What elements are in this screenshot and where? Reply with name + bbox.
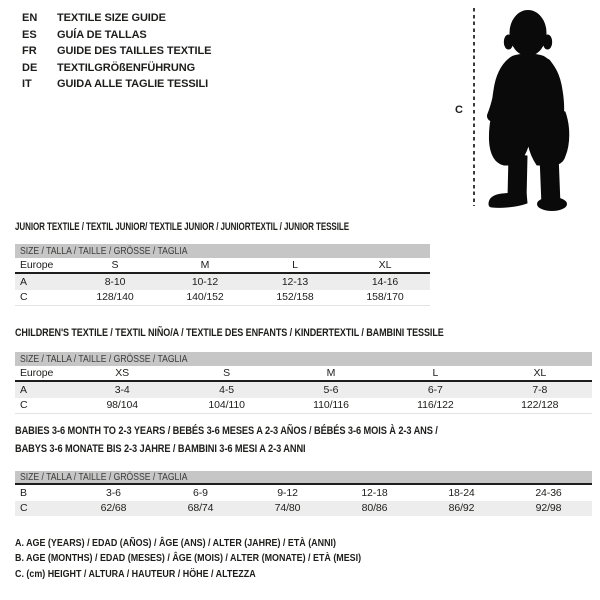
table-cell: 62/68: [70, 501, 157, 517]
table-row-sizes: [15, 258, 430, 273]
table-cell: 18-24: [448, 486, 475, 499]
language-code: DE: [22, 61, 38, 74]
table-cell: C: [20, 399, 28, 411]
table-row-height: [15, 290, 430, 306]
footnote-c: C. (cm) HEIGHT / ALTURA / HAUTEUR / HÖHE / ALTEZZA: [15, 567, 256, 580]
table-cell: XS: [70, 366, 174, 381]
language-row-it: [22, 76, 211, 93]
table-row-age: [15, 273, 430, 290]
table-cell: 98/104: [106, 399, 138, 411]
table-cell: 158/170: [366, 291, 404, 303]
table-cell: A: [15, 273, 70, 290]
footnote-a: A. AGE (YEARS) / EDAD (AÑOS) / ÂGE (ANS) / ALTER (JAHRE) / ETÀ (ANNI): [15, 537, 336, 549]
table-cell: Europe: [15, 366, 70, 381]
size-header-bar: [15, 244, 430, 258]
babies-section-title-line1: BABIES 3-6 MONTH TO 2-3 YEARS / BEBÉS 3-6 MESES A 2-3 AÑOS / BÉBÉS 3-6 MOIS À 2-3 ANS /: [15, 425, 438, 437]
table-cell: 10-12: [160, 273, 250, 290]
table-cell: B: [20, 486, 27, 499]
junior-textile-section: [15, 217, 430, 306]
table-cell: C: [15, 501, 70, 517]
table-cell: 3-6: [106, 486, 121, 499]
language-row-fr: [22, 43, 211, 60]
babies-size-table: [15, 485, 592, 516]
table-cell: S: [174, 366, 278, 381]
table-row-age-months: [15, 485, 592, 501]
table-cell: A: [15, 381, 70, 398]
junior-size-table: [15, 258, 430, 306]
size-header-label: SIZE / TALLA / TAILLE / GRÖSSE / TAGLIA: [20, 353, 188, 365]
table-cell: 14-16: [340, 273, 430, 290]
table-cell: XL: [340, 258, 430, 273]
table-row-height: [15, 501, 592, 517]
footnotes: [15, 536, 422, 582]
language-label: TEXTILE SIZE GUIDE: [57, 12, 166, 24]
table-cell: S: [70, 258, 160, 273]
language-label: GUÍA DE TALLAS: [57, 28, 147, 41]
table-cell: 8-10: [70, 273, 160, 290]
table-cell: 116/122: [417, 399, 454, 411]
size-header-label: SIZE / TALLA / TAILLE / GRÖSSE / TAGLIA: [20, 245, 188, 257]
table-cell: 122/128: [521, 399, 559, 411]
language-row-de: [22, 60, 211, 77]
table-cell: 5-6: [279, 381, 383, 398]
table-cell: 128/140: [96, 291, 134, 303]
language-code: EN: [22, 12, 38, 24]
table-cell: 12-13: [250, 273, 340, 290]
table-cell: 68/74: [157, 501, 244, 517]
table-cell: L: [383, 366, 487, 381]
table-row-height: [15, 398, 592, 414]
size-header-label: SIZE / TALLA / TAILLE / GRÖSSE / TAGLIA: [20, 471, 188, 483]
babies-section-title: [15, 421, 592, 457]
table-cell: Europe: [15, 258, 70, 273]
table-cell: 12-18: [361, 486, 388, 499]
table-cell: 104/110: [208, 399, 245, 411]
size-header-bar: [15, 471, 592, 485]
table-cell: 152/158: [276, 291, 314, 303]
children-textile-section: [15, 323, 592, 414]
table-row-age: [15, 381, 592, 398]
table-cell: 110/116: [313, 399, 349, 411]
language-code: ES: [22, 28, 37, 41]
table-cell: 80/86: [331, 501, 418, 517]
height-measure-label: C: [455, 104, 463, 116]
children-size-table: [15, 366, 592, 414]
table-cell: 4-5: [174, 381, 278, 398]
table-cell: 92/98: [505, 501, 592, 517]
junior-section-title: JUNIOR TEXTILE / TEXTIL JUNIOR/ TEXTILE JUNIOR / JUNIORTEXTIL / JUNIOR TESSILE: [15, 221, 349, 233]
table-cell: 74/80: [244, 501, 331, 517]
table-cell: 24-36: [535, 486, 562, 499]
table-row-sizes: [15, 366, 592, 381]
table-cell: XL: [488, 366, 592, 381]
table-cell: 6-7: [383, 381, 487, 398]
table-cell: 7-8: [488, 381, 592, 398]
language-list: [22, 10, 211, 93]
table-cell: L: [250, 258, 340, 273]
footnote-b: B. AGE (MONTHS) / EDAD (MESES) / ÂGE (MOIS) / ALTER (MONATE) / ETÀ (MESI): [15, 552, 362, 565]
language-row-en: [22, 10, 211, 27]
table-cell: M: [160, 258, 250, 273]
language-code: FR: [22, 45, 37, 58]
babies-section-title-line2: BABYS 3-6 MONATE BIS 2-3 JAHRE / BAMBINI 3-6 MESI A 2-3 ANNI: [15, 443, 306, 455]
language-label: TEXTILGRÖßENFÜHRUNG: [57, 61, 196, 74]
table-cell: 9-12: [277, 486, 298, 499]
table-cell: 86/92: [418, 501, 505, 517]
language-label: GUIDA ALLE TAGLIE TESSILI: [57, 78, 209, 91]
table-cell: 3-4: [70, 381, 174, 398]
toddler-silhouette: [480, 6, 578, 212]
table-cell: 140/152: [186, 291, 224, 303]
language-code: IT: [22, 78, 32, 91]
language-label: GUIDE DES TAILLES TEXTILE: [57, 45, 212, 58]
children-section-title: CHILDREN'S TEXTILE / TEXTIL NIÑO/A / TEXTILE DES ENFANTS / KINDERTEXTIL / BAMBINI TESSILE: [15, 327, 444, 339]
language-row-es: [22, 27, 211, 44]
table-cell: M: [279, 366, 383, 381]
babies-textile-section: [15, 421, 592, 516]
size-header-bar: [15, 352, 592, 366]
height-measure-dotted-line: [473, 8, 475, 206]
table-cell: C: [20, 291, 28, 303]
table-cell: 6-9: [193, 486, 208, 499]
